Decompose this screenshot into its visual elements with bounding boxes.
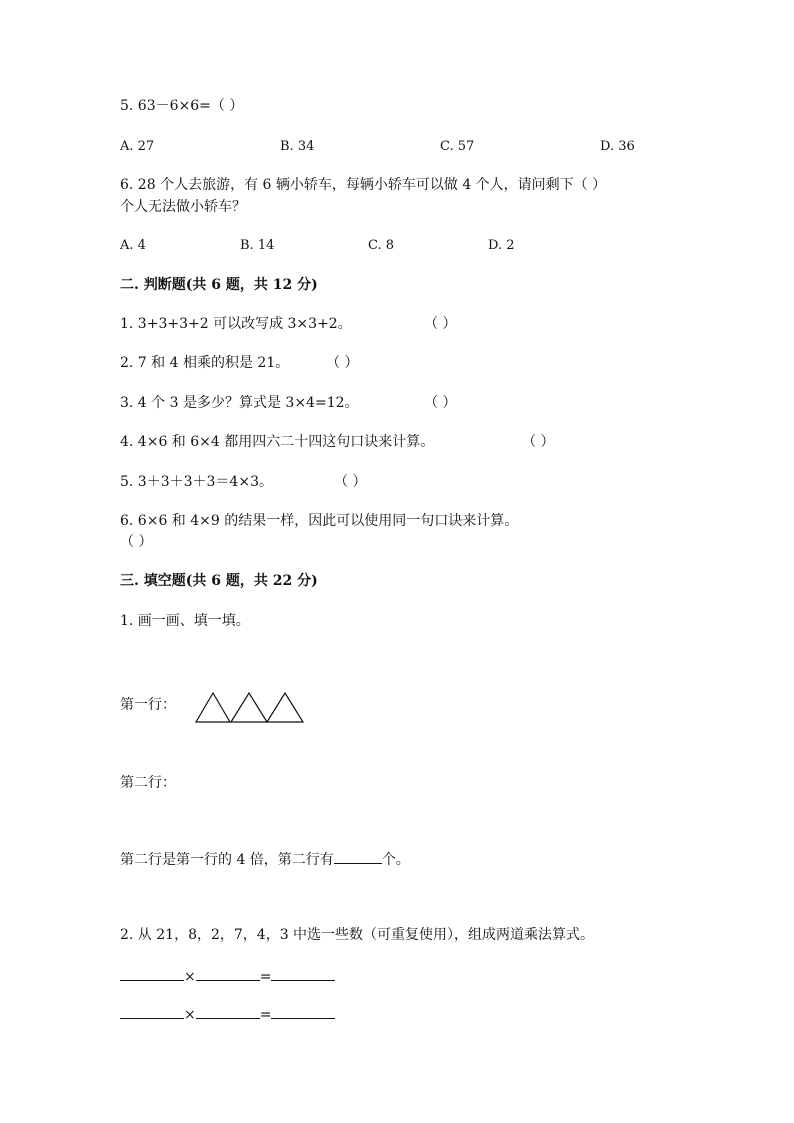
fill-q2-title: 2. 从 21，8，2，7，4，3 中选一些数（可重复使用），组成两道乘法算式。: [120, 927, 595, 943]
equation-2-factor-b-blank[interactable]: [196, 1004, 260, 1019]
judgment-item-6-answer-paren[interactable]: （ ）: [120, 534, 153, 550]
fill-q1-answer-blank[interactable]: [334, 849, 382, 864]
judgment-item-3: 3. 4 个 3 是多少？算式是 3×4=12。: [120, 395, 359, 411]
judgment-item-6: 6. 6×6 和 4×9 的结果一样，因此可以使用同一句口诀来计算。: [120, 513, 519, 529]
mc-q6-option-b: B. 14: [240, 238, 275, 253]
fill-q1-statement-after: 个。: [381, 852, 410, 868]
equation-2-product-blank[interactable]: [271, 1004, 335, 1019]
mc-q5-option-a: A. 27: [120, 139, 155, 154]
judgment-item-3-answer-paren[interactable]: （ ）: [424, 395, 457, 411]
equals-sign: =: [259, 969, 272, 985]
equation-1-product-blank[interactable]: [271, 966, 335, 981]
mc-q6-option-d: D. 2: [488, 238, 515, 253]
mc-q6-option-c: C. 8: [368, 238, 395, 253]
mc-q6-option-a: A. 4: [120, 238, 146, 253]
mc-q5-option-b: B. 34: [280, 139, 315, 154]
times-sign: ×: [184, 969, 196, 985]
judgment-item-2: 2. 7 和 4 相乘的积是 21。: [120, 355, 290, 371]
judgment-item-1: 1. 3+3+3+2 可以改写成 3×3+2。: [120, 316, 352, 332]
times-sign: ×: [184, 1007, 196, 1023]
equation-2-factor-a-blank[interactable]: [120, 1004, 184, 1019]
fill-q1-row1-label: 第一行：: [120, 697, 176, 713]
equation-row-2: [120, 1004, 335, 1024]
triangle-icon: [267, 693, 303, 722]
equals-sign: =: [259, 1007, 272, 1023]
judgment-item-5-answer-paren[interactable]: （ ）: [334, 474, 367, 490]
mc-question-6-line2: 个人无法做小轿车？: [120, 199, 246, 215]
fill-q1-title: 1. 画一画、填一填。: [120, 613, 250, 629]
mc-question-5: 5. 63－6×6=（ ）: [120, 98, 244, 114]
section-heading-judgment: 二. 判断题(共 6 题，共 12 分): [120, 277, 318, 293]
section-heading-fill-in: 三. 填空题(共 6 题，共 22 分): [120, 573, 318, 589]
equation-row-1: [120, 966, 335, 986]
mc-q5-option-c: C. 57: [440, 139, 475, 154]
judgment-item-2-answer-paren[interactable]: （ ）: [326, 355, 359, 371]
fill-q1-statement: [120, 849, 410, 869]
mc-question-6-line1: 6. 28 个人去旅游，有 6 辆小轿车，每辆小轿车可以做 4 个人，请问剩下（ ）: [120, 177, 607, 193]
judgment-item-1-answer-paren[interactable]: （ ）: [424, 316, 457, 332]
equation-1-factor-b-blank[interactable]: [196, 966, 260, 981]
fill-q1-statement-before: 第二行是第一行的 4 倍，第二行有: [120, 852, 334, 868]
equation-1-factor-a-blank[interactable]: [120, 966, 184, 981]
judgment-item-4: 4. 4×6 和 6×4 都用四六二十四这句口诀来计算。: [120, 434, 435, 450]
fill-q1-row2-label: 第二行：: [120, 775, 176, 791]
judgment-item-5: 5. 3＋3＋3＋3＝4×3。: [120, 474, 273, 490]
mc-q5-option-d: D. 36: [600, 139, 635, 154]
triangle-icon: [196, 693, 230, 722]
triangle-icon: [231, 693, 267, 722]
triangles-row-figure: [192, 690, 306, 726]
judgment-item-4-answer-paren[interactable]: （ ）: [522, 434, 555, 450]
